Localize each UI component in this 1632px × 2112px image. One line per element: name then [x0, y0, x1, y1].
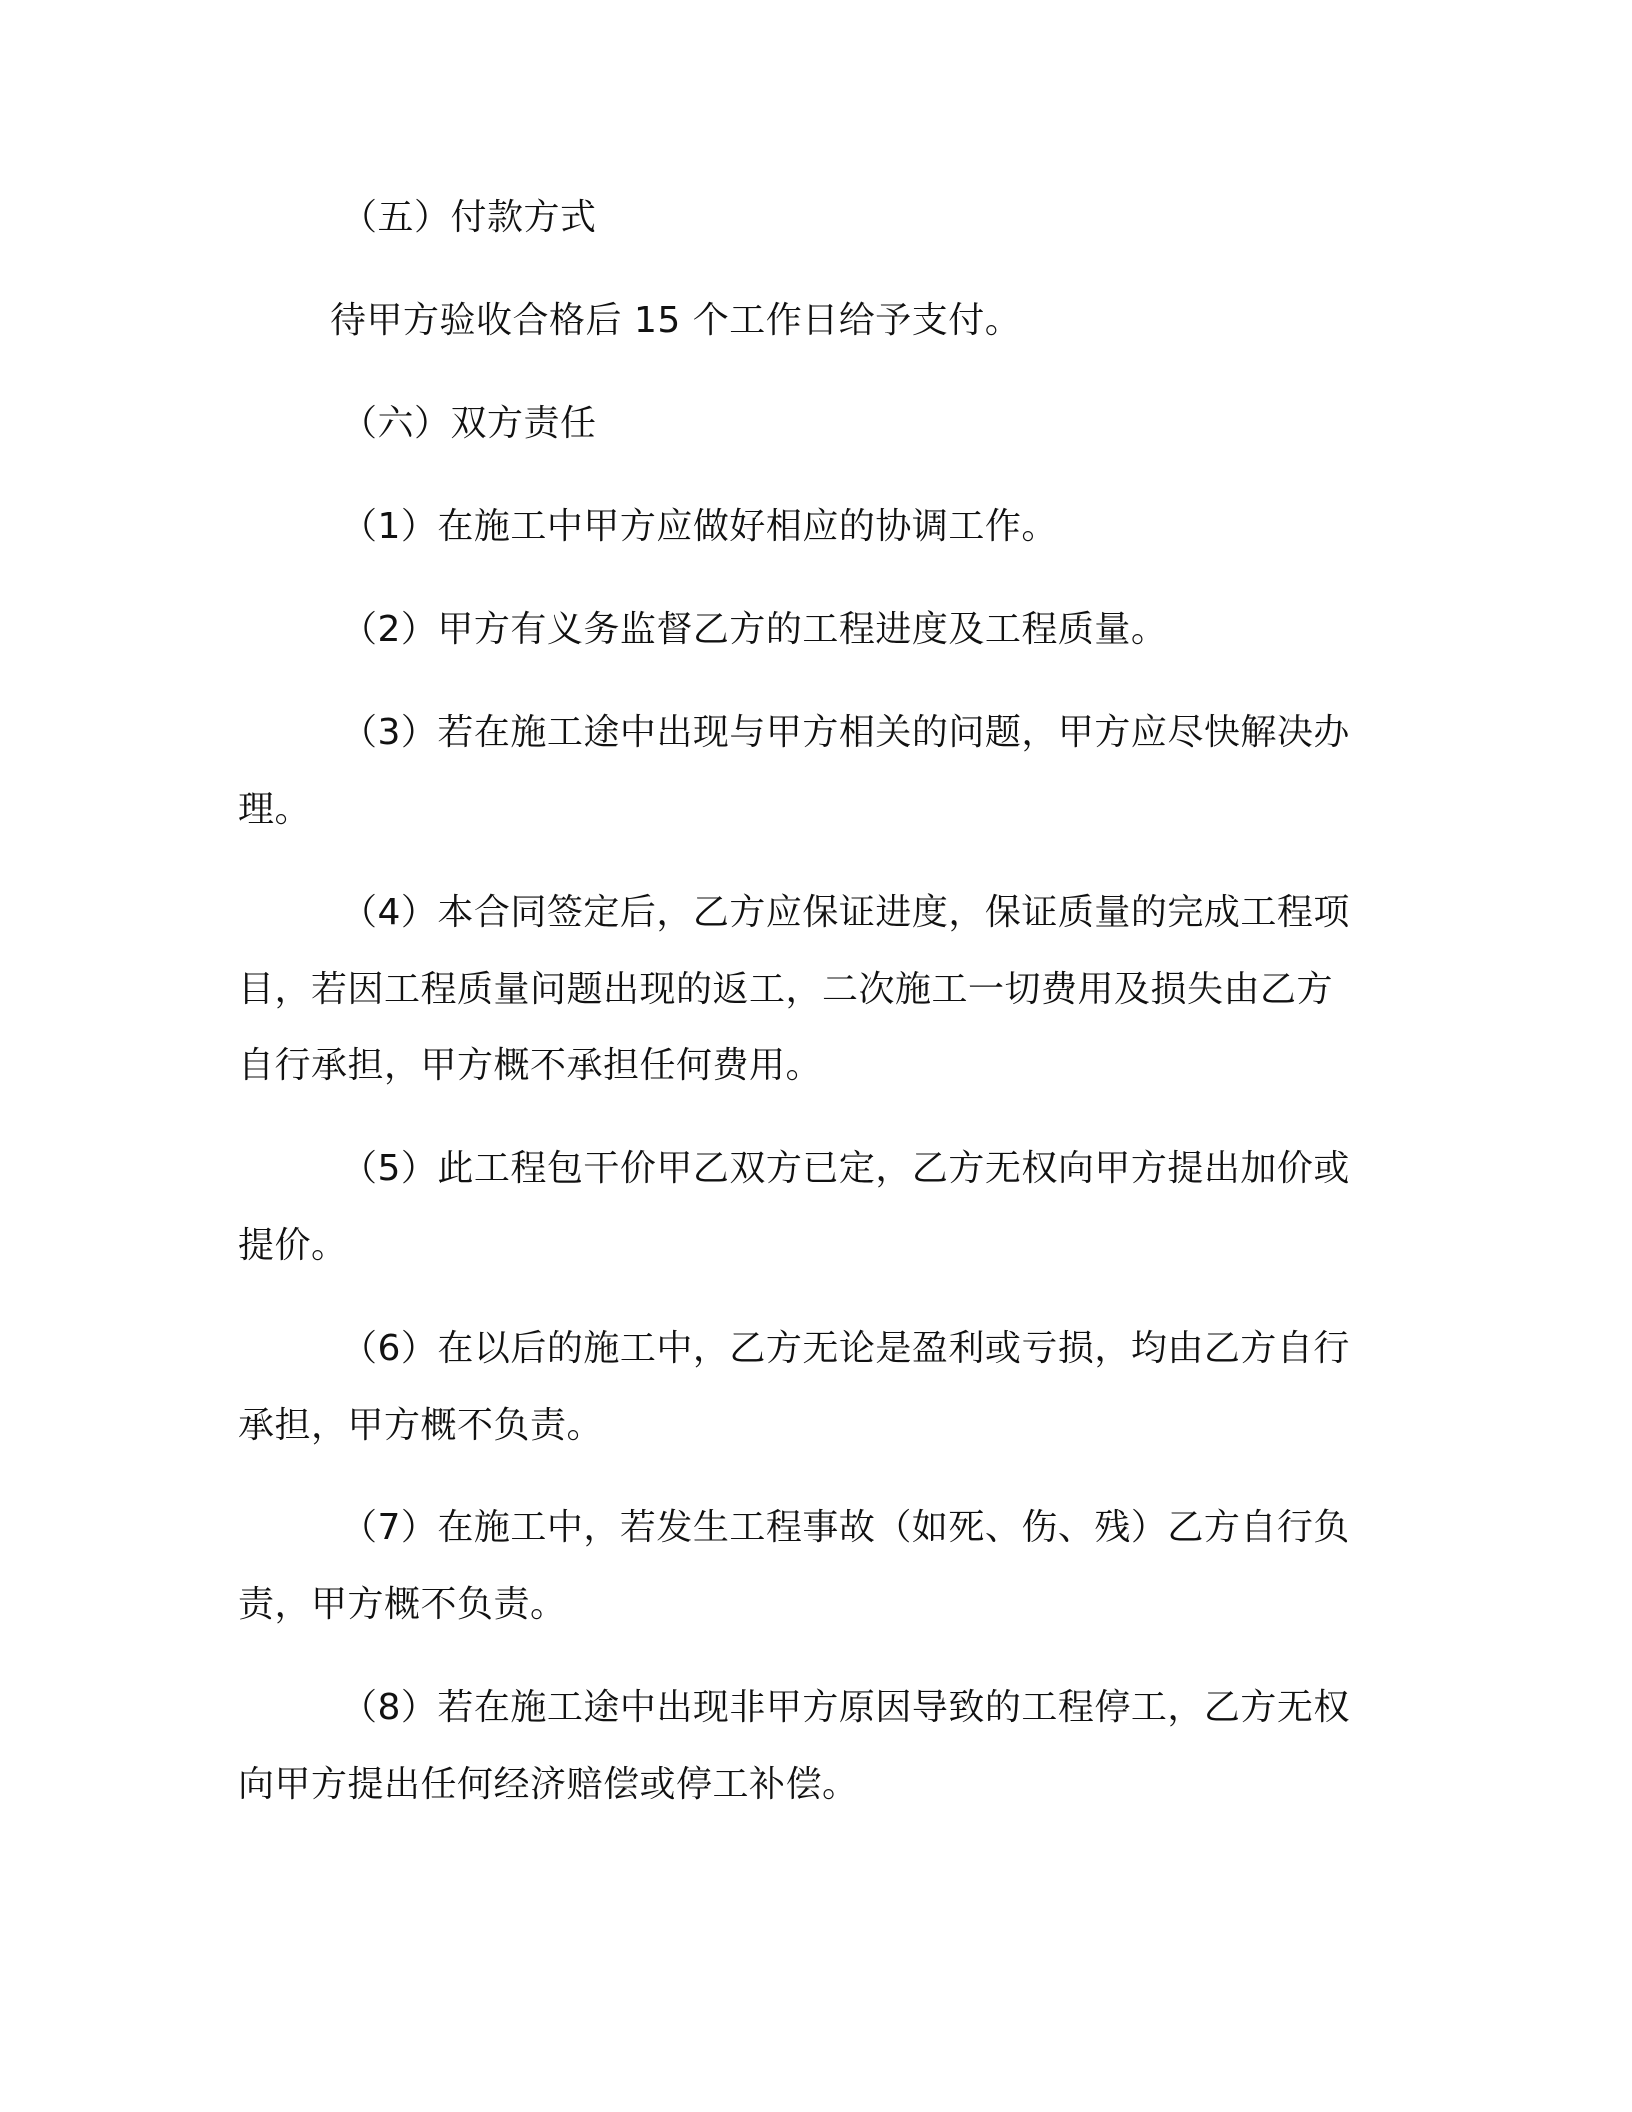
item-6-line-2: 承担，甲方概不负责。 — [238, 1405, 604, 1446]
item-8-line-2: 向甲方提出任何经济赔偿或停工补偿。 — [238, 1764, 859, 1805]
item-4-line-1: （4）本合同签定后，乙方应保证进度，保证质量的完成工程项 — [341, 892, 1350, 933]
item-7-line-1: （7）在施工中，若发生工程事故（如死、伤、残）乙方自行负 — [341, 1507, 1350, 1548]
section-5-heading: （五）付款方式 — [341, 197, 597, 238]
item-8-line-1: （8）若在施工途中出现非甲方原因导致的工程停工，乙方无权 — [341, 1687, 1350, 1728]
item-4-line-3: 自行承担，甲方概不承担任何费用。 — [238, 1045, 823, 1086]
item-2-line-1: （2）甲方有义务监督乙方的工程进度及工程质量。 — [341, 609, 1168, 650]
item-6-line-1: （6）在以后的施工中，乙方无论是盈利或亏损，均由乙方自行 — [341, 1328, 1350, 1369]
section-5-body: 待甲方验收合格后 15 个工作日给予支付。 — [330, 300, 1022, 341]
item-5-line-1: （5）此工程包干价甲乙双方已定，乙方无权向甲方提出加价或 — [341, 1148, 1350, 1189]
item-7-line-2: 责，甲方概不负责。 — [238, 1584, 567, 1625]
item-1-line-1: （1）在施工中甲方应做好相应的协调工作。 — [341, 506, 1058, 547]
item-5-line-2: 提价。 — [238, 1225, 348, 1266]
section-6-heading: （六）双方责任 — [341, 403, 597, 444]
item-3-line-1: （3）若在施工途中出现与甲方相关的问题，甲方应尽快解决办 — [341, 712, 1350, 753]
item-4-line-2: 目，若因工程质量问题出现的返工，二次施工一切费用及损失由乙方 — [238, 969, 1334, 1010]
item-3-line-2: 理。 — [238, 789, 312, 830]
